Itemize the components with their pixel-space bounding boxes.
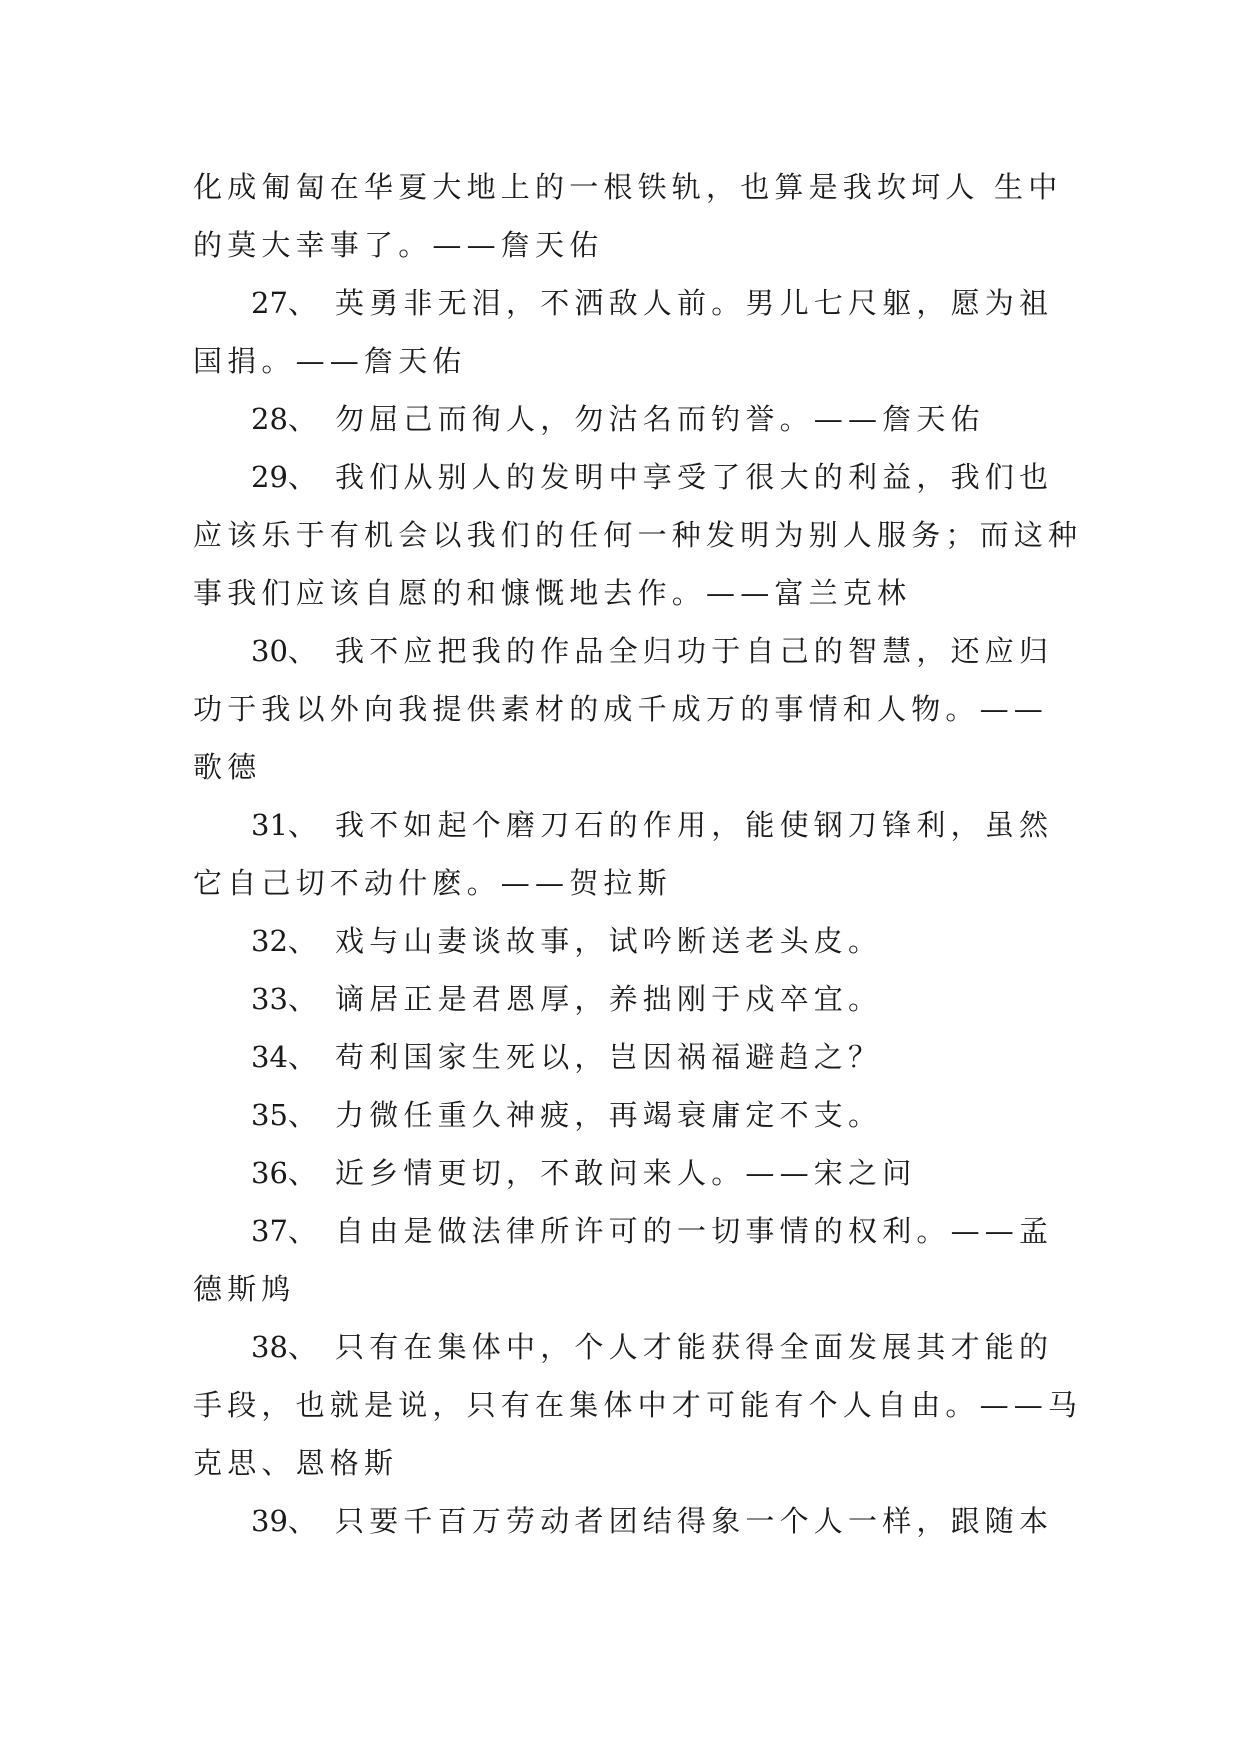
quote-text: 近乡情更切，不敢问来人。——宋之问 <box>335 1156 917 1190</box>
text-line: 的莫大幸事了。——詹天佑 <box>193 228 604 262</box>
quote-item <box>193 274 1063 332</box>
quote-item <box>193 912 1063 970</box>
quote-number: 36、 <box>251 1156 317 1190</box>
quote-number: 28、 <box>251 402 317 436</box>
quote-item <box>193 622 1063 680</box>
text-line: 化成匍匐在华夏大地上的一根铁轨，也算是我坎坷人 生中 <box>193 170 1063 204</box>
quote-item <box>193 448 1063 506</box>
text-line: 事我们应该自愿的和慷慨地去作。——富兰克林 <box>193 576 912 610</box>
quote-item <box>193 970 1063 1028</box>
quote-number: 27、 <box>251 286 317 320</box>
quote-number: 38、 <box>251 1330 317 1364</box>
quote-text: 我们从别人的发明中享受了很大的利益，我们也 <box>335 460 1054 494</box>
quote-text: 我不应把我的作品全归功于自己的智慧，还应归 <box>335 634 1054 668</box>
quote-number: 34、 <box>251 1040 317 1074</box>
quote-number: 39、 <box>251 1504 317 1538</box>
quote-item <box>193 390 1063 448</box>
quote-text: 力微任重久神疲，再竭衰庸定不支。 <box>335 1098 883 1132</box>
quote-number: 35、 <box>251 1098 317 1132</box>
quote-number: 30、 <box>251 634 317 668</box>
quote-number: 37、 <box>251 1214 317 1248</box>
quote-number: 29、 <box>251 460 317 494</box>
quote-item <box>193 1318 1063 1376</box>
quote-text: 只有在集体中，个人才能获得全面发展其才能的 <box>335 1330 1054 1364</box>
quote-item <box>193 1086 1063 1144</box>
quote-item <box>193 1028 1063 1086</box>
quote-text: 我不如起个磨刀石的作用，能使钢刀锋利，虽然 <box>335 808 1054 842</box>
quote-number: 32、 <box>251 924 317 958</box>
quote-item <box>193 1144 1063 1202</box>
quote-item <box>193 796 1063 854</box>
quote-item <box>193 1492 1063 1550</box>
text-line: 它自己切不动什麽。——贺拉斯 <box>193 866 672 900</box>
text-line: 克思、恩格斯 <box>193 1446 399 1480</box>
quote-text: 戏与山妻谈故事，试吟断送老头皮。 <box>335 924 883 958</box>
quote-text: 只要千百万劳动者团结得象一个人一样，跟随本 <box>335 1504 1054 1538</box>
quote-text-block <box>193 158 1083 1550</box>
quote-text: 谪居正是君恩厚，养拙刚于戍卒宜。 <box>335 982 883 1016</box>
quote-text: 自由是做法律所许可的一切事情的权利。——孟 <box>335 1214 1054 1248</box>
text-line: 德斯鸠 <box>193 1272 296 1306</box>
quote-number: 33、 <box>251 982 317 1016</box>
text-line: 应该乐于有机会以我们的任何一种发明为别人服务；而这种 <box>193 518 1083 552</box>
quote-item <box>193 1202 1063 1260</box>
text-line: 手段，也就是说，只有在集体中才可能有个人自由。——马 <box>193 1388 1083 1422</box>
text-line: 功于我以外向我提供素材的成千成万的事情和人物。—— <box>193 692 1049 726</box>
quote-number: 31、 <box>251 808 317 842</box>
text-line: 国捐。——詹天佑 <box>193 344 467 378</box>
text-line: 歌德 <box>193 750 262 784</box>
quote-text: 英勇非无泪，不洒敌人前。男儿七尺躯，愿为祖 <box>335 286 1054 320</box>
quote-text: 勿屈己而徇人，勿沽名而钓誉。——詹天佑 <box>335 402 985 436</box>
quote-text: 苟利国家生死以，岂因祸福避趋之？ <box>335 1040 883 1074</box>
